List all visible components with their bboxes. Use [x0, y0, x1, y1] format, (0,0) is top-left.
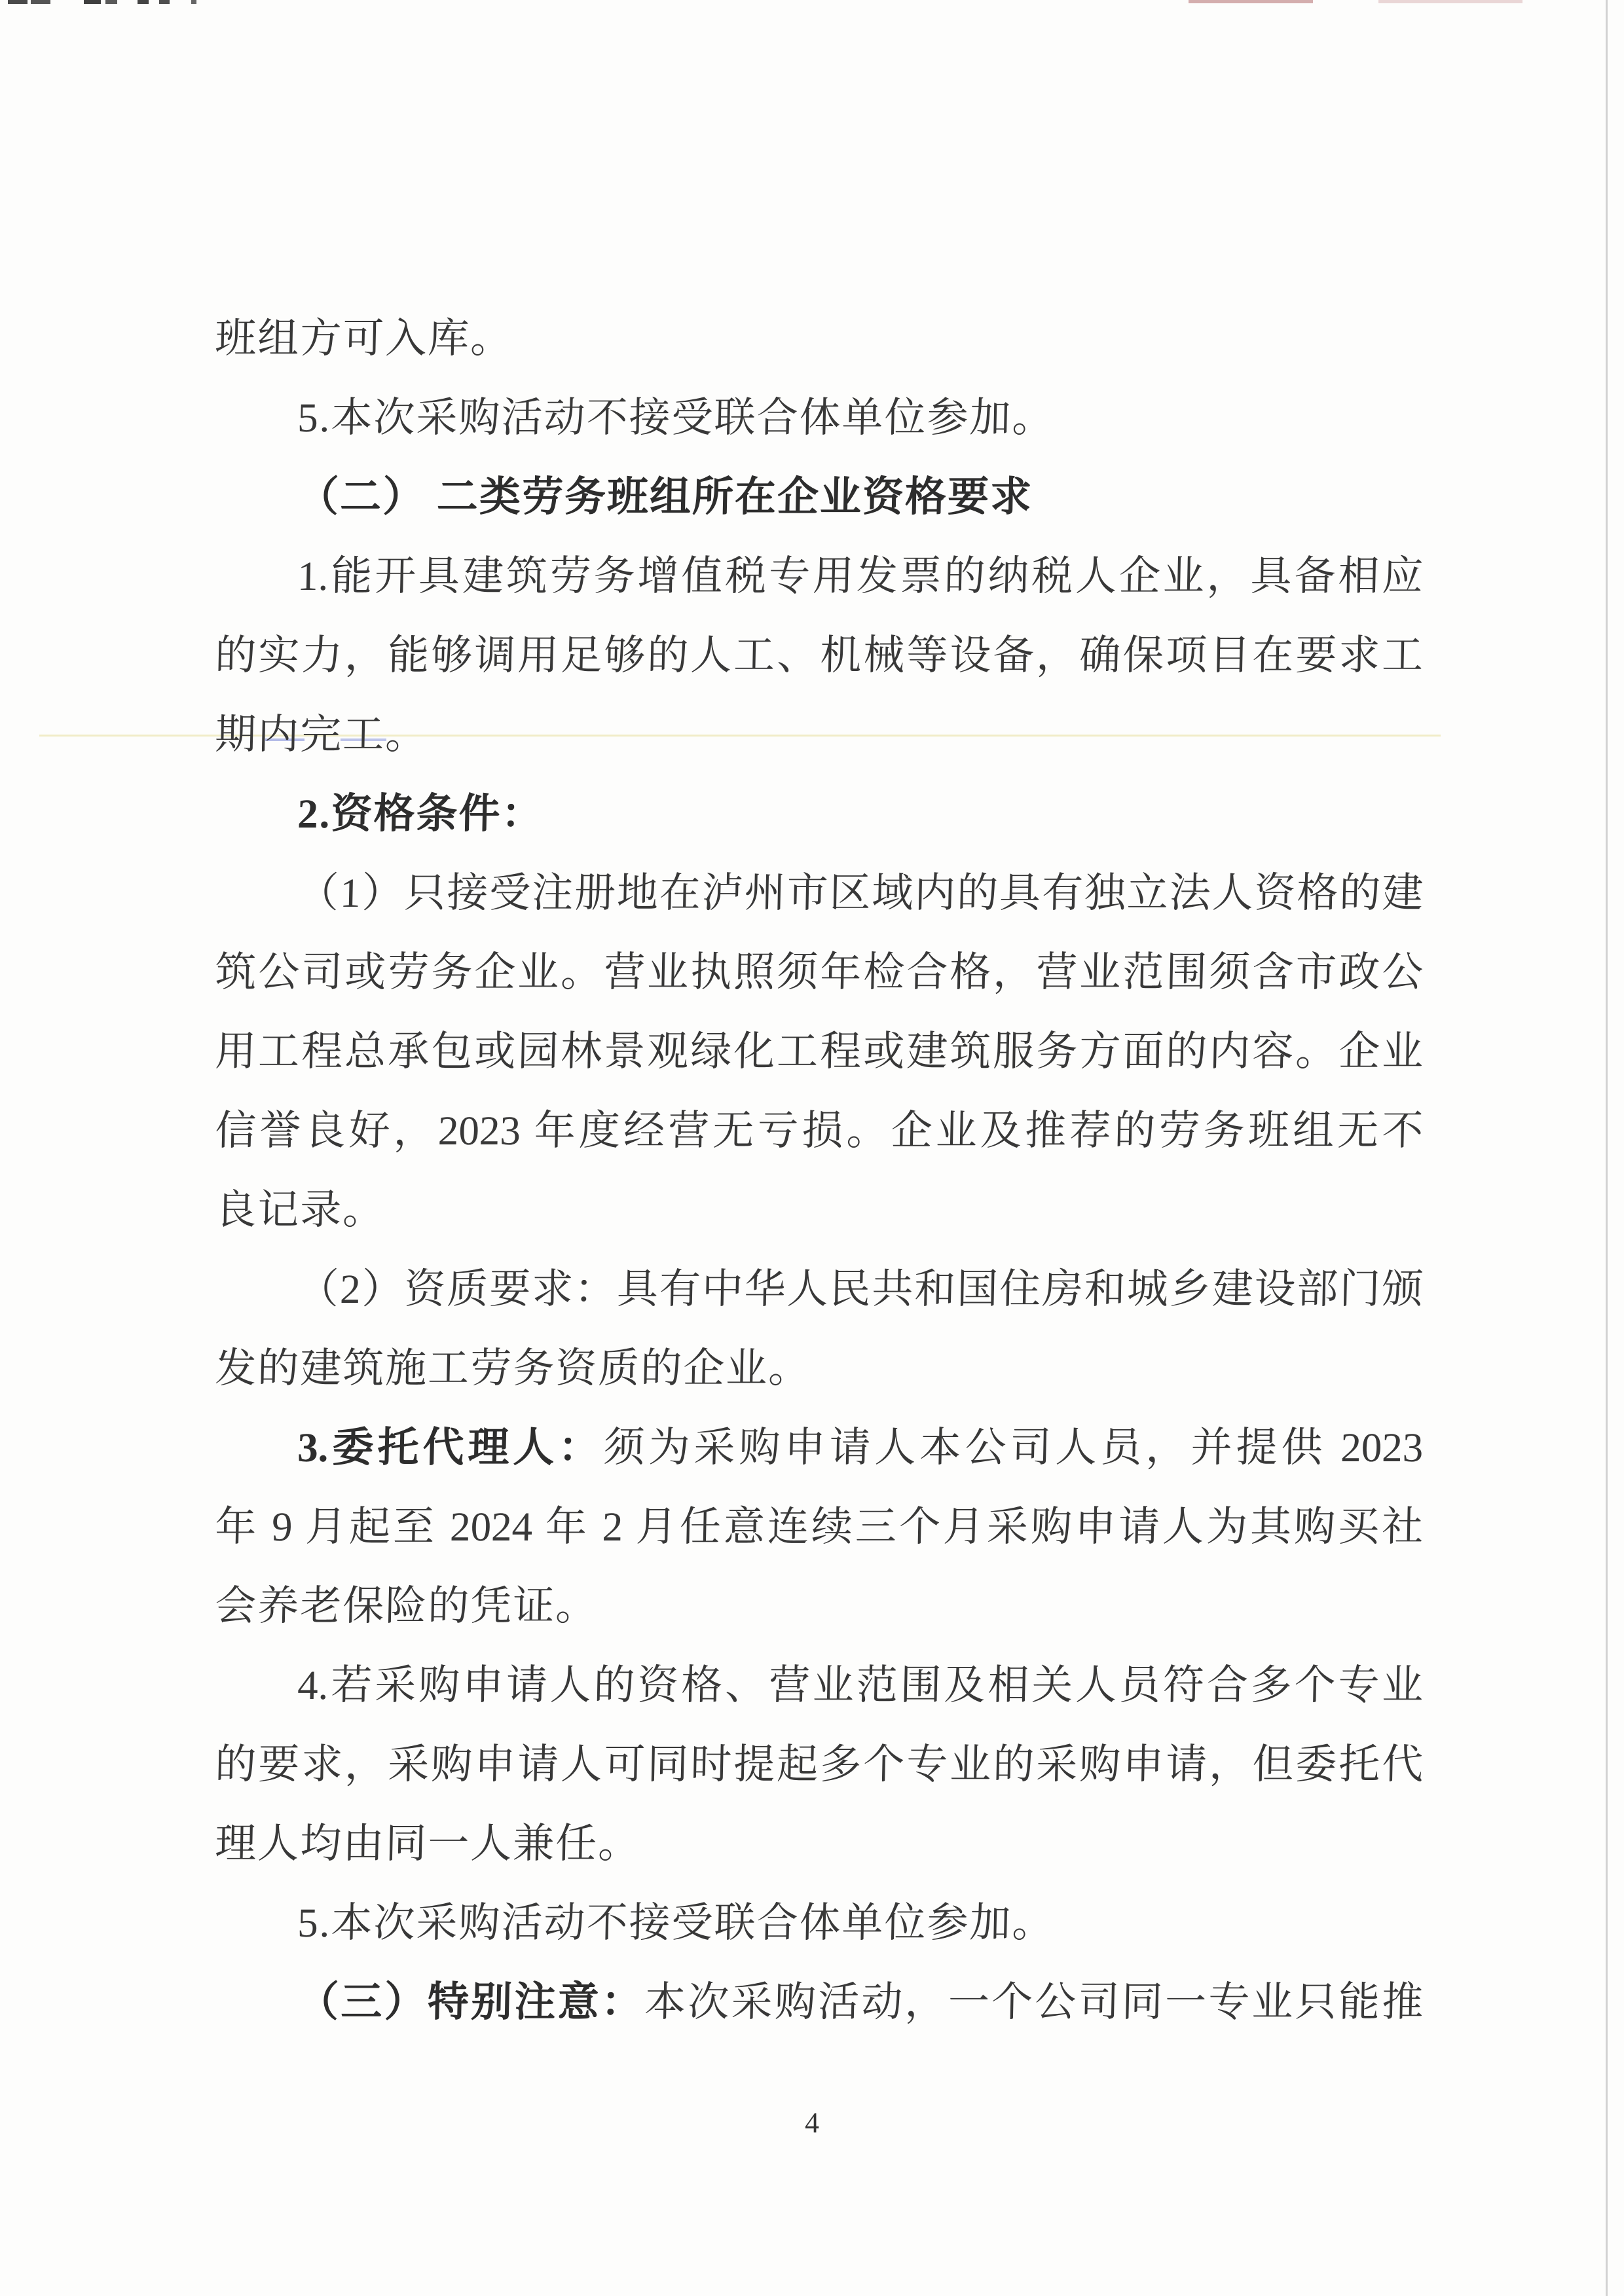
text-line	[214, 616, 1424, 695]
text-run: 用工程总承包或园林景观绿化工程或建筑服务方面的内容。企业	[214, 1029, 1424, 1074]
bold-text-run: （三）特别注意：	[297, 1979, 645, 2025]
text-run: 4.若采购申请人的资格、营业范围及相关人员符合多个专业	[297, 1662, 1424, 1708]
text-run: 发的建筑施工劳务资质的企业。	[214, 1345, 812, 1391]
bold-text-run: 2.资格条件：	[297, 791, 545, 837]
text-line	[214, 1963, 1424, 2042]
text-run: 本次采购活动，一个公司同一专业只能推	[644, 1979, 1424, 2025]
text-line	[214, 1804, 1424, 1884]
scan-artifact	[31, 0, 50, 4]
text-line	[214, 299, 1424, 378]
scan-artifact	[105, 0, 117, 4]
scan-artifact	[159, 0, 170, 4]
text-run: （1）只接受注册地在泸州市区域内的具有独立法人资格的建	[297, 870, 1424, 916]
text-run: 须为采购申请人本公司人员，并提供 2023	[602, 1425, 1424, 1470]
text-run: 会养老保险的凭证。	[214, 1583, 599, 1629]
text-line	[214, 1487, 1424, 1567]
text-run: （2）资质要求：具有中华人民共和国住房和城乡建设部门颁	[297, 1266, 1424, 1312]
scan-edge-line	[1606, 0, 1608, 2296]
text-run: 筑公司或劳务企业。营业执照须年检合格，营业范围须含市政公	[214, 949, 1424, 995]
text-run: 班组方可入库。	[214, 316, 514, 361]
text-run: 1.能开具建筑劳务增值税专用发票的纳税人企业，具备相应	[297, 553, 1424, 599]
text-line	[214, 1408, 1424, 1487]
text-run: 5.本次采购活动不接受联合体单位参加。	[297, 1900, 1056, 1946]
text-line	[214, 1646, 1424, 1725]
scan-artifact	[84, 0, 101, 4]
text-run: 的实力，能够调用足够的人工、机械等设备，确保项目在要求工	[214, 632, 1424, 678]
text-line	[214, 537, 1424, 616]
text-line	[214, 1725, 1424, 1804]
document-body	[214, 299, 1422, 2042]
text-run: 理人均由同一人兼任。	[214, 1821, 642, 1867]
text-run: 期内完工。	[214, 712, 429, 757]
scan-artifact	[1378, 0, 1522, 3]
text-run: 5.本次采购活动不接受联合体单位参加。	[297, 395, 1056, 441]
scan-artifact	[191, 0, 196, 4]
text-line	[214, 695, 1424, 774]
bold-text-run: （二） 二类劳务班组所在企业资格要求	[297, 474, 1033, 520]
page-number: 4	[805, 2107, 819, 2139]
scan-artifact	[1189, 0, 1313, 3]
text-line	[214, 854, 1424, 933]
text-line	[214, 458, 1424, 537]
text-line	[214, 1091, 1424, 1171]
text-line	[214, 1329, 1424, 1408]
text-line	[214, 1250, 1424, 1329]
text-line	[214, 1012, 1424, 1091]
text-run: 良记录。	[214, 1187, 386, 1233]
scan-artifact	[8, 0, 28, 4]
text-run: 信誉良好，2023 年度经营无亏损。企业及推荐的劳务班组无不	[214, 1108, 1424, 1154]
text-line	[214, 933, 1424, 1012]
text-line	[214, 1171, 1424, 1250]
text-line	[214, 378, 1424, 458]
text-line	[214, 1567, 1424, 1646]
scan-artifact	[138, 0, 149, 4]
text-line	[214, 1884, 1424, 1963]
text-run: 的要求，采购申请人可同时提起多个专业的采购申请，但委托代	[214, 1741, 1424, 1787]
text-line	[214, 774, 1424, 854]
bold-text-run: 3.委托代理人：	[297, 1425, 604, 1470]
text-run: 年 9 月起至 2024 年 2 月任意连续三个月采购申请人为其购买社	[214, 1504, 1424, 1550]
